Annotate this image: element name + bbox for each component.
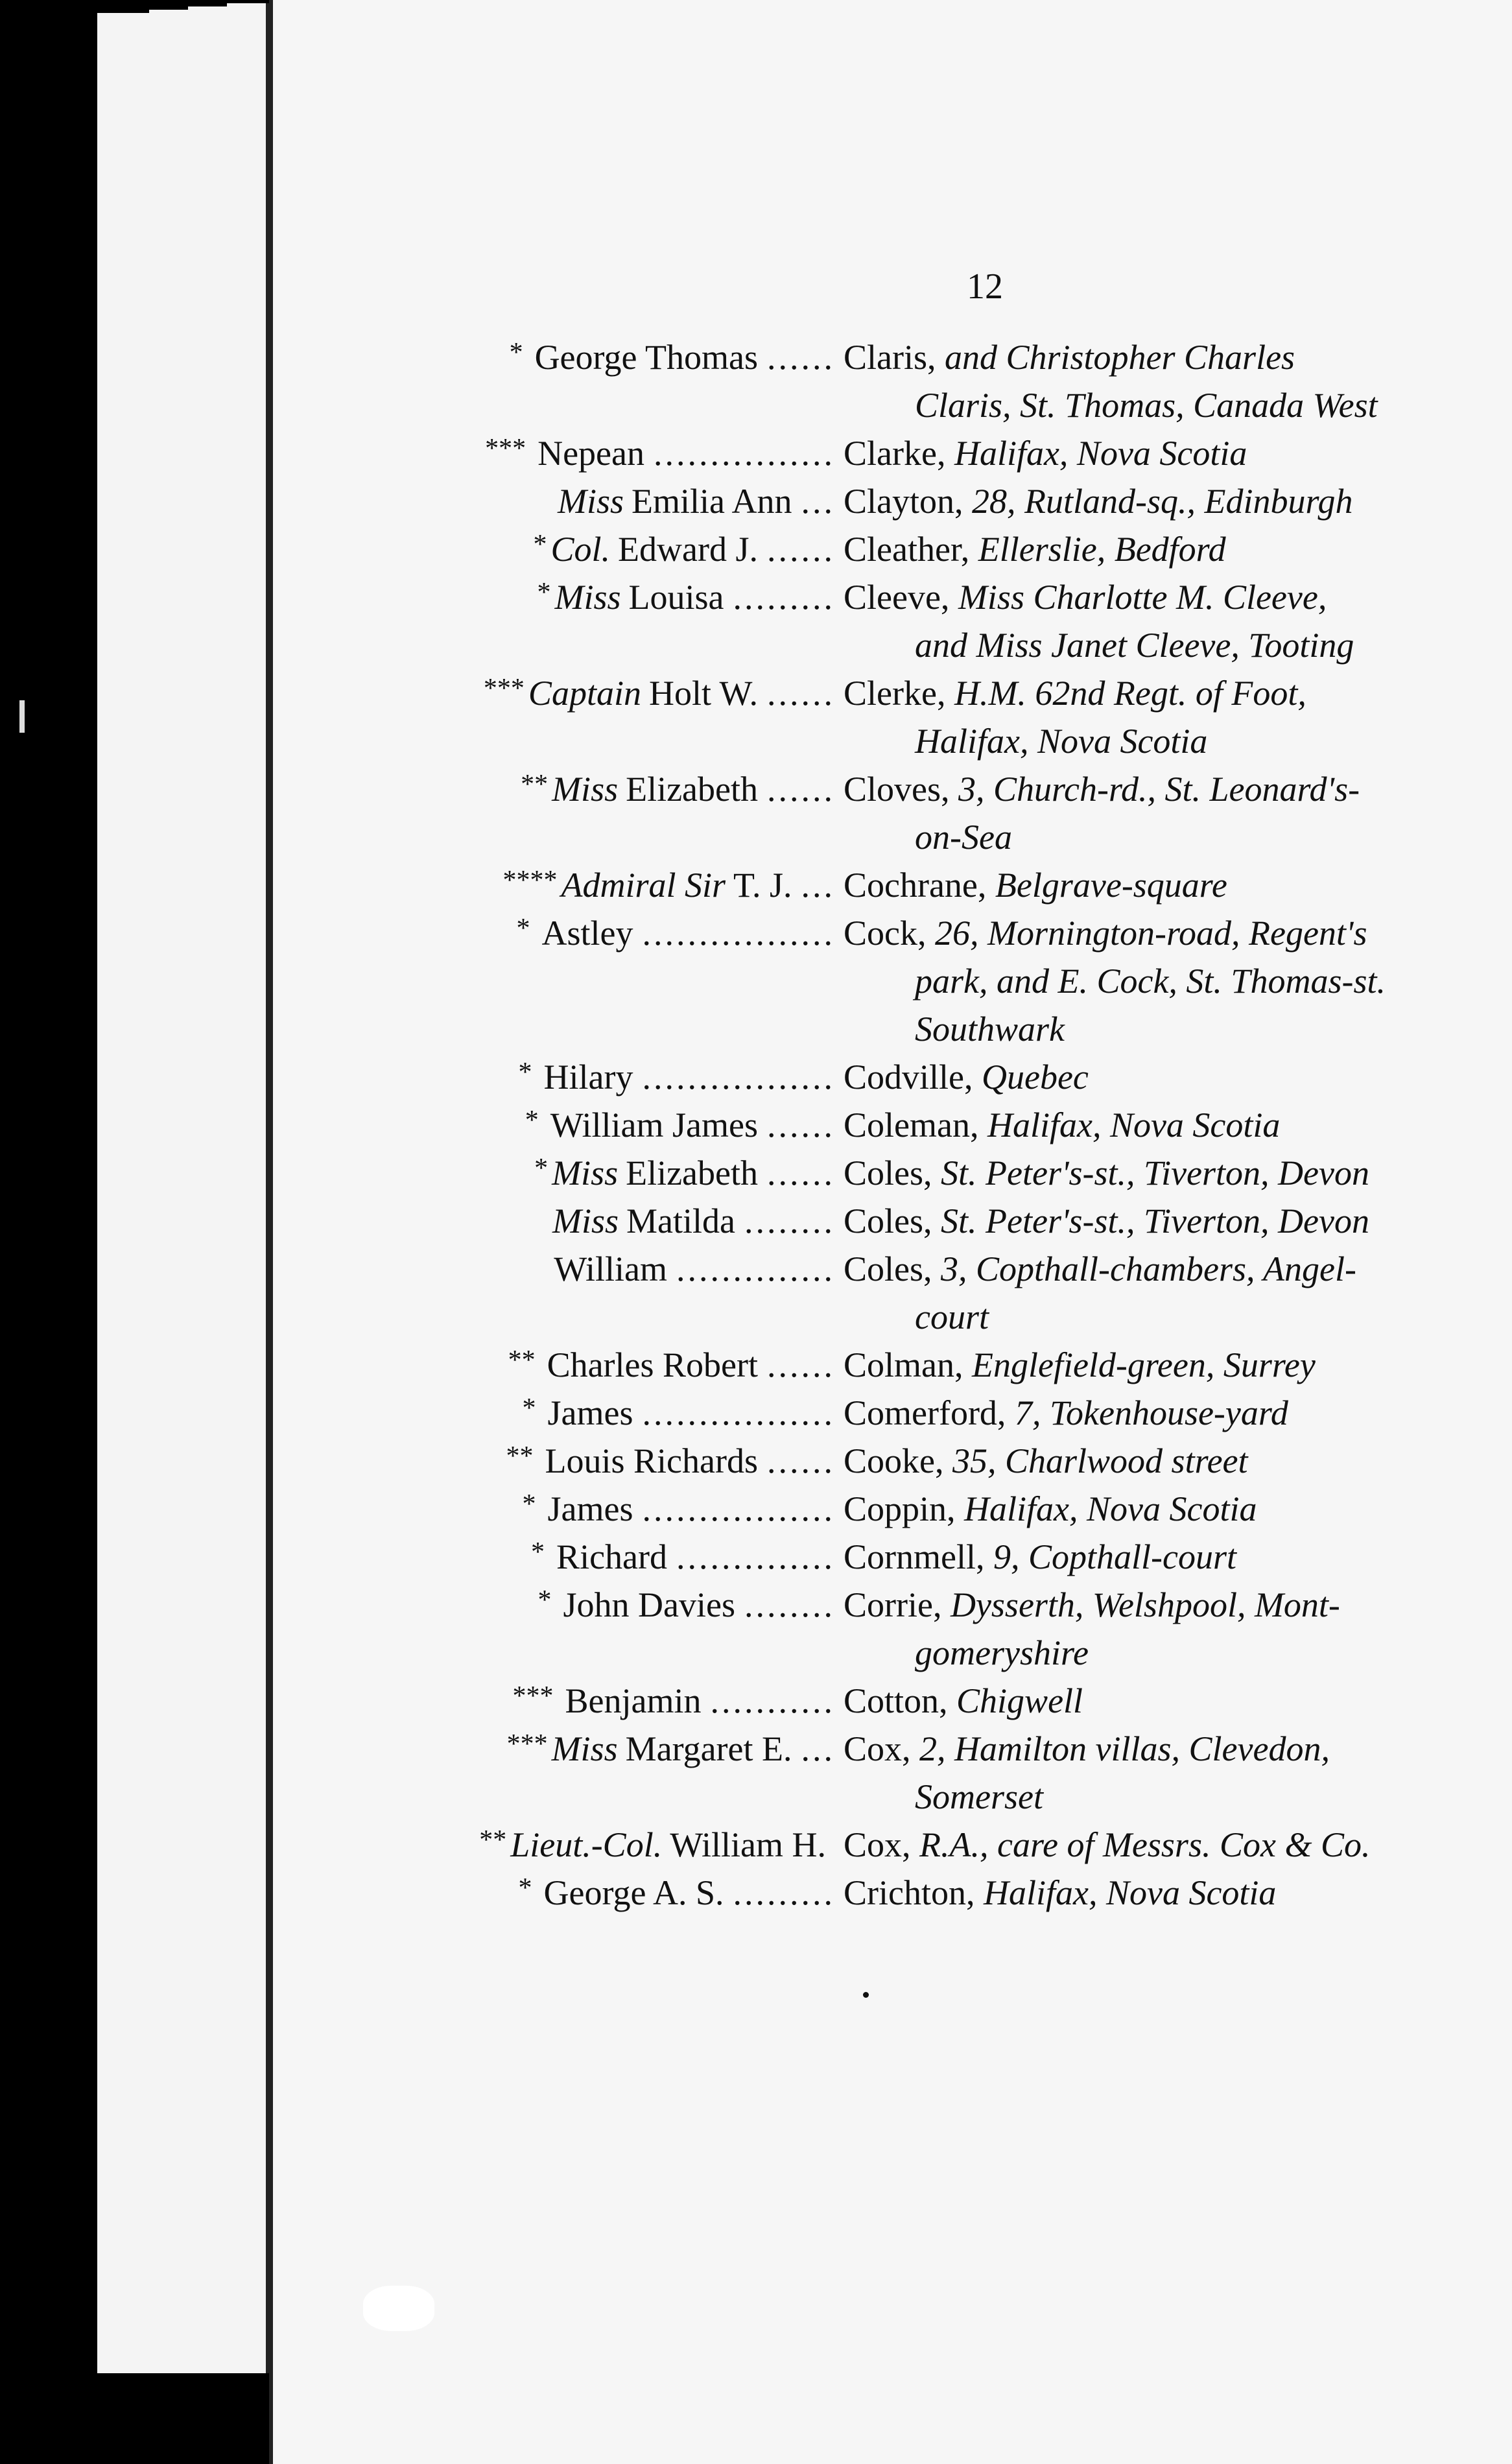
list-entry	[273, 1825, 1512, 1873]
entry-given-name: Emilia Ann	[632, 482, 792, 521]
entry-address-continuation: and Miss Janet Cleeve, Tooting	[915, 626, 1354, 665]
entry-address-text: 7, Tokenhouse-yard	[1014, 1393, 1288, 1432]
entry-address-text: Ellerslie, Bedford	[978, 530, 1226, 569]
list-entry	[273, 337, 1512, 385]
entry-leader-dots: ......	[767, 1106, 835, 1144]
list-entry	[273, 1249, 1512, 1297]
entry-leader-dots: .................	[642, 1489, 835, 1528]
entry-surname: Corrie,	[844, 1585, 942, 1624]
entry-address-text: St. Peter's-st., Tiverton, Devon	[941, 1202, 1369, 1240]
page-edge	[97, 13, 152, 2373]
entry-address-text: 9, Copthall-court	[993, 1537, 1236, 1576]
entry-surname: Coles,	[844, 1202, 932, 1240]
list-entry	[273, 1153, 1512, 1201]
entry-given-name: Louisa	[628, 578, 724, 617]
entry-leader-dots: ......	[767, 674, 835, 713]
entry-surname: Cooke,	[844, 1441, 944, 1480]
entry-name	[485, 433, 835, 473]
list-entry-continuation	[273, 961, 1512, 1009]
entry-name	[519, 1057, 835, 1097]
entry-address-text: 28, Rutland-sq., Edinburgh	[972, 482, 1353, 521]
entry-leader-dots: .................	[642, 1058, 835, 1096]
entry-name	[542, 1249, 835, 1289]
entry-name	[521, 769, 835, 809]
entry-stars: **	[521, 770, 549, 800]
entry-leader-dots: ......	[767, 770, 835, 809]
entry-surname: Cleather,	[844, 530, 970, 569]
entry-surname: Cox,	[844, 1729, 911, 1768]
entry-stars: **	[506, 1441, 534, 1471]
entry-leader-dots: ...........	[710, 1681, 835, 1720]
entry-address	[844, 865, 1227, 905]
entry-stars: **	[479, 1825, 507, 1855]
entry-given-name: Hilary	[543, 1058, 633, 1096]
entry-stars: *	[522, 1393, 536, 1423]
entry-given-name: Edward J.	[618, 530, 758, 569]
entry-stars: *	[533, 530, 547, 560]
list-entry	[273, 1681, 1512, 1729]
entry-name	[519, 1873, 836, 1913]
list-entry	[273, 481, 1512, 529]
entry-name	[523, 1393, 835, 1433]
list-entry-continuation	[273, 817, 1512, 865]
entry-address-text: Dysserth, Welshpool, Mont-	[950, 1585, 1340, 1624]
entry-address	[844, 1441, 1248, 1481]
entry-surname: Comerford,	[844, 1393, 1006, 1432]
entry-surname: Cornmell,	[844, 1537, 985, 1576]
list-entry	[273, 1393, 1512, 1441]
entry-name	[484, 673, 835, 713]
list-entry	[273, 1729, 1512, 1777]
entry-given-name: Astley	[541, 914, 633, 953]
entry-title: Miss	[551, 1729, 618, 1768]
entry-name	[517, 913, 836, 953]
list-entry-continuation	[273, 1009, 1512, 1057]
entry-surname: Claris,	[844, 338, 936, 377]
entry-address	[844, 913, 1367, 953]
entry-address-text: 26, Mornington-road, Regent's	[935, 914, 1367, 953]
entry-address-text: and Christopher Charles	[945, 338, 1295, 377]
entry-surname: Clarke,	[844, 434, 946, 473]
entry-address-text: H.M. 62nd Regt. of Foot,	[954, 674, 1306, 713]
entry-surname: Cotton,	[844, 1681, 948, 1720]
entry-stars: ***	[483, 674, 525, 704]
entry-surname: Cochrane,	[844, 866, 987, 905]
entry-address-text: Belgrave-square	[995, 866, 1227, 905]
entry-surname: Clerke,	[844, 674, 946, 713]
entry-stars: ***	[506, 1729, 548, 1759]
entry-stars: *	[534, 1154, 549, 1183]
entry-given-name: Elizabeth	[626, 770, 758, 809]
entry-address-text: Halifax, Nova Scotia	[983, 1873, 1277, 1912]
entry-address	[844, 769, 1360, 809]
list-entry-continuation	[273, 1633, 1512, 1681]
entry-name	[502, 865, 835, 905]
entry-address-continuation: gomeryshire	[915, 1633, 1089, 1672]
entry-given-name: Richard	[556, 1537, 667, 1576]
entry-address-text: 35, Charlwood street	[952, 1441, 1248, 1480]
entry-name	[534, 529, 835, 569]
entry-stars: *	[509, 338, 523, 368]
entry-address-text: Quebec	[982, 1058, 1089, 1096]
entry-name	[507, 1729, 835, 1769]
entry-stars: ***	[485, 434, 526, 464]
entry-given-name: Benjamin	[565, 1681, 702, 1720]
entry-surname: Coppin,	[844, 1489, 956, 1528]
list-entry	[273, 1873, 1512, 1921]
list-entry	[273, 1441, 1512, 1489]
entry-address-text: Halifax, Nova Scotia	[954, 434, 1247, 473]
entry-address	[844, 1345, 1316, 1385]
entry-stars: ****	[502, 866, 558, 895]
entry-address	[844, 1729, 1330, 1769]
entry-surname: Clayton,	[844, 482, 963, 521]
entry-leader-dots: .........	[733, 578, 835, 617]
entry-title: Lieut.-Col.	[510, 1825, 663, 1864]
entry-address-continuation: park, and E. Cock, St. Thomas-st.	[915, 962, 1386, 1001]
entry-given-name: James	[547, 1489, 633, 1528]
list-entry	[273, 1537, 1512, 1585]
entry-surname: Coleman,	[844, 1106, 979, 1144]
entry-title: Miss	[558, 482, 624, 521]
entry-address	[844, 1393, 1288, 1433]
entry-stars: *	[537, 1585, 552, 1615]
entry-title: Miss	[552, 770, 619, 809]
entry-leader-dots: .................	[642, 914, 835, 953]
entry-leader-dots: ...	[801, 1729, 835, 1768]
entry-surname: Cloves,	[844, 770, 950, 809]
entry-surname: Colman,	[844, 1345, 963, 1384]
entry-address-continuation: Halifax, Nova Scotia	[915, 722, 1208, 761]
entry-leader-dots: ..............	[676, 1537, 835, 1576]
entry-surname: Coles,	[844, 1154, 932, 1192]
entry-title: Admiral Sir	[561, 866, 726, 905]
entry-name	[531, 1537, 835, 1577]
entry-surname: Codville,	[844, 1058, 973, 1096]
entry-surname: Cox,	[844, 1825, 911, 1864]
entry-stars: *	[516, 914, 530, 943]
entry-name	[537, 577, 836, 617]
entry-leader-dots: ...	[801, 482, 835, 521]
entry-name	[523, 1489, 835, 1529]
entry-title: Col.	[550, 530, 611, 569]
entry-address	[844, 529, 1226, 569]
entry-leader-dots: .................	[642, 1393, 835, 1432]
list-entry	[273, 1489, 1512, 1537]
entry-address	[844, 433, 1247, 473]
entry-name	[534, 1153, 835, 1193]
entry-address-text: 3, Church-rd., St. Leonard's-	[958, 770, 1360, 809]
list-entry	[273, 865, 1512, 913]
entry-leader-dots: ................	[654, 434, 835, 473]
entry-surname: Coles,	[844, 1250, 932, 1288]
entry-stars: *	[518, 1873, 532, 1903]
entry-given-name: William H.	[670, 1825, 826, 1864]
list-entry-continuation	[273, 625, 1512, 673]
entry-address-text: Miss Charlotte M. Cleeve,	[958, 578, 1327, 617]
entry-address-continuation: court	[915, 1297, 989, 1336]
entry-address	[844, 1585, 1340, 1625]
entry-address-text: Englefield-green, Surrey	[972, 1345, 1316, 1384]
list-entry-continuation	[273, 385, 1512, 433]
entry-leader-dots: ......	[767, 1345, 835, 1384]
list-entry-continuation	[273, 1297, 1512, 1345]
entry-address	[844, 1537, 1236, 1577]
list-entry	[273, 1585, 1512, 1633]
entry-address	[844, 1105, 1280, 1145]
list-entry	[273, 913, 1512, 961]
entry-given-name: Holt W.	[648, 674, 758, 713]
entry-given-name: William James	[550, 1106, 758, 1144]
list-entry	[273, 1057, 1512, 1105]
entry-title: Miss	[552, 1202, 619, 1240]
entry-address-continuation: Somerset	[915, 1777, 1043, 1816]
page-edge	[188, 6, 230, 2373]
entry-surname: Crichton,	[844, 1873, 975, 1912]
entry-given-name: Charles Robert	[547, 1345, 758, 1384]
entry-address	[844, 1057, 1089, 1097]
entry-stars: ***	[512, 1681, 554, 1711]
entry-address	[844, 337, 1295, 377]
entry-address	[844, 1489, 1257, 1529]
entry-given-name: T. J.	[733, 866, 792, 905]
list-entry	[273, 769, 1512, 817]
entry-stars: *	[518, 1058, 532, 1087]
entry-name	[506, 1441, 835, 1481]
entry-address-text: Halifax, Nova Scotia	[987, 1106, 1281, 1144]
entry-given-name: Matilda	[626, 1202, 735, 1240]
entry-address-text: 2, Hamilton villas, Clevedon,	[919, 1729, 1330, 1768]
list-entry	[273, 1345, 1512, 1393]
entry-address	[844, 1201, 1369, 1241]
entry-address-continuation: Claris, St. Thomas, Canada West	[915, 386, 1378, 425]
entry-address	[844, 673, 1306, 713]
entry-surname: Cock,	[844, 914, 927, 953]
entry-surname: Cleeve,	[844, 578, 950, 617]
subscriber-list	[273, 337, 1512, 1921]
entry-address	[844, 1873, 1276, 1913]
entry-given-name: William	[554, 1250, 667, 1288]
list-entry	[273, 1105, 1512, 1153]
page-edge	[149, 10, 191, 2373]
entry-given-name: George Thomas	[534, 338, 758, 377]
entry-name	[513, 1681, 835, 1721]
entry-stars: **	[508, 1345, 536, 1375]
ink-speck	[863, 1992, 869, 1998]
entry-name	[479, 1825, 835, 1865]
entry-leader-dots: ......	[767, 530, 835, 569]
entry-address	[844, 1249, 1356, 1289]
entry-given-name: James	[547, 1393, 633, 1432]
entry-stars: *	[522, 1489, 536, 1519]
entry-address-continuation: on-Sea	[915, 818, 1012, 857]
entry-stars: *	[525, 1106, 539, 1135]
entry-given-name: Louis Richards	[545, 1441, 758, 1480]
entry-address-text: R.A., care of Messrs. Cox & Co.	[919, 1825, 1371, 1864]
book-page	[269, 0, 1512, 2464]
entry-address-text: Chigwell	[956, 1681, 1083, 1720]
entry-name	[508, 1345, 835, 1385]
entry-leader-dots: ........	[744, 1585, 835, 1624]
entry-name	[510, 337, 835, 377]
entry-name	[538, 1585, 835, 1625]
entry-given-name: Margaret E.	[625, 1729, 792, 1768]
entry-name	[525, 1105, 835, 1145]
page-edge	[227, 3, 269, 2373]
list-entry	[273, 1201, 1512, 1249]
entry-leader-dots: .........	[733, 1873, 835, 1912]
entry-given-name: Nepean	[537, 434, 644, 473]
scan-mark	[19, 700, 25, 733]
entry-title: Captain	[528, 674, 641, 713]
list-entry	[273, 529, 1512, 577]
entry-title: Miss	[554, 578, 621, 617]
paper-damage	[363, 2286, 434, 2331]
entry-address	[844, 1153, 1369, 1193]
entry-leader-dots: ......	[767, 338, 835, 377]
entry-leader-dots: ...	[801, 866, 835, 905]
entry-address-text: 3, Copthall-chambers, Angel-	[941, 1250, 1356, 1288]
entry-given-name: George A. S.	[543, 1873, 724, 1912]
list-entry	[273, 433, 1512, 481]
entry-name	[549, 1201, 835, 1241]
entry-address-continuation: Southwark	[915, 1010, 1065, 1048]
entry-name	[554, 481, 835, 521]
list-entry	[273, 673, 1512, 721]
entry-address-text: Halifax, Nova Scotia	[964, 1489, 1257, 1528]
entry-address	[844, 481, 1353, 521]
page-number: 12	[967, 267, 1003, 307]
entry-leader-dots: ........	[744, 1202, 835, 1240]
list-entry-continuation	[273, 721, 1512, 769]
entry-title: Miss	[552, 1154, 619, 1192]
entry-given-name: John Davies	[563, 1585, 735, 1624]
entry-given-name: Elizabeth	[626, 1154, 758, 1192]
entry-leader-dots: ..............	[676, 1250, 835, 1288]
entry-stars: *	[531, 1537, 545, 1567]
entry-address	[844, 1825, 1370, 1865]
entry-leader-dots: ......	[767, 1441, 835, 1480]
entry-address-text: St. Peter's-st., Tiverton, Devon	[941, 1154, 1369, 1192]
list-entry	[273, 577, 1512, 625]
entry-address	[844, 577, 1327, 617]
entry-leader-dots: ......	[767, 1154, 835, 1192]
entry-stars: *	[537, 578, 551, 608]
entry-address	[844, 1681, 1083, 1721]
list-entry-continuation	[273, 1777, 1512, 1825]
